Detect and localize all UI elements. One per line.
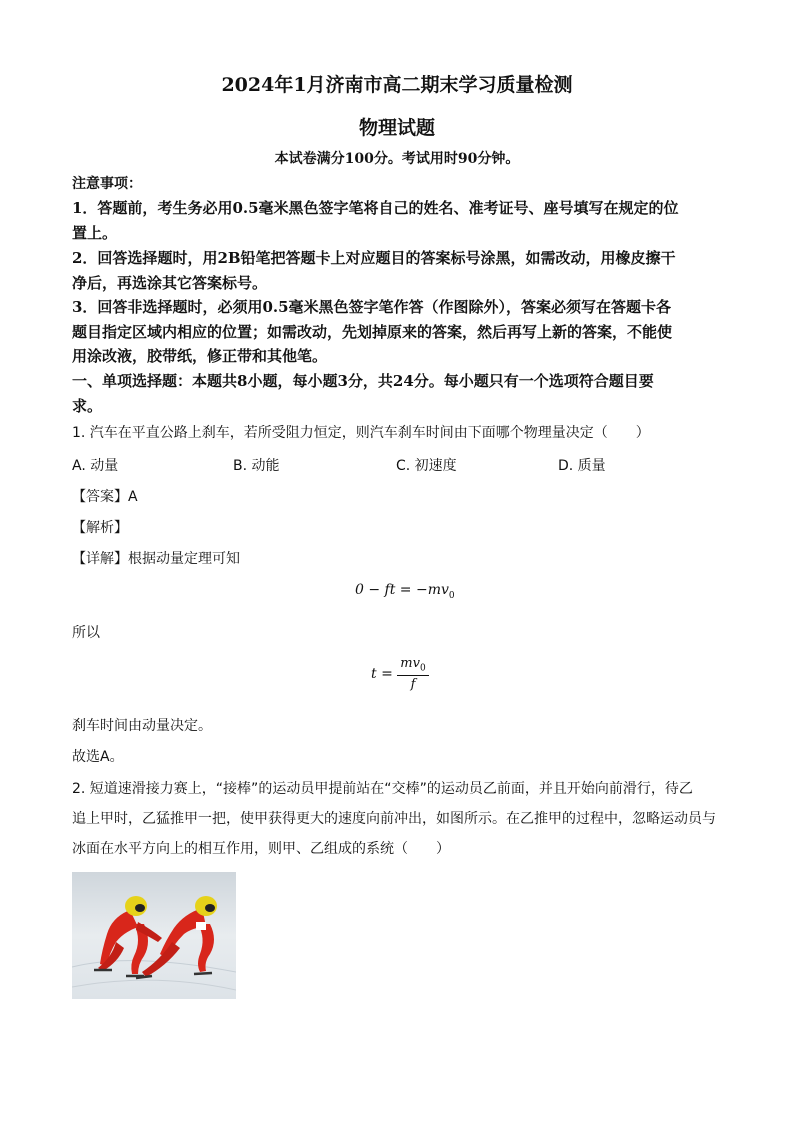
fraction-denominator: f (410, 676, 416, 692)
note-3-line-2: 题目指定区域内相应的位置；如需改动，先划掉原来的答案，然后再写上新的答案，不能使 (72, 323, 673, 341)
equation-1-subscript: 0 (448, 590, 455, 601)
note-2-line-2: 净后，再选涂其它答案标号。 (72, 274, 268, 292)
detail-label: 【详解】 (72, 551, 128, 567)
notes-heading: 注意事项： (72, 176, 142, 192)
subject-title: 物理试题 (358, 117, 435, 139)
score-info: 本试卷满分100分。考试用时90分钟。 (274, 151, 520, 167)
note-2-line-1: 2．回答选择题时，用2B铅笔把答题卡上对应题目的答案标号涂黑，如需改动，用橡皮擦干 (72, 249, 676, 267)
equation-1-body: 0 − ft = −mv (355, 582, 449, 598)
question-1-stem: 1. 汽车在平直公路上刹车，若所受阻力恒定，则汽车刹车时间由下面哪个物理量决定（ ） (72, 425, 650, 441)
speed-skating-photo (72, 872, 236, 999)
answer-value: A (128, 489, 138, 505)
question-1-analysis-label: 【解析】 (72, 520, 128, 536)
exam-title: 2024年1月济南市高二期末学习质量检测 (221, 74, 573, 96)
so-text: 所以 (72, 625, 100, 641)
conclusion-text: 刹车时间由动量决定。 (72, 718, 212, 734)
note-1-line-1: 1．答题前，考生务必用0.5毫米黑色签字笔将自己的姓名、准考证号、座号填写在规定的位 (72, 199, 679, 217)
note-3-line-1: 3．回答非选择题时，必须用0.5毫米黑色签字笔作答（作图除外），答案必须写在答题卡各 (72, 298, 672, 316)
equation-time-fraction (371, 656, 429, 692)
fraction-numerator (397, 656, 428, 676)
question-1-detail (72, 548, 240, 568)
equation-2-lhs: t = (371, 665, 398, 682)
section-1-heading-line-2: 求。 (72, 397, 103, 415)
fraction (397, 656, 428, 692)
question-2-line-2: 追上甲时，乙猛推甲一把，使甲获得更大的速度向前冲出，如图所示。在乙推甲的过程中，忽略运动员与 (72, 811, 716, 827)
note-3-line-3: 用涂改液，胶带纸，修正带和其他笔。 (72, 347, 328, 365)
answer-label: 【答案】 (72, 489, 128, 505)
note-1-line-2: 置上。 (72, 224, 118, 242)
question-1-answer (72, 486, 138, 506)
question-2-line-3: 冰面在水平方向上的相互作用，则甲、乙组成的系统（ ） (72, 841, 450, 857)
numerator-body: mv (400, 656, 420, 671)
section-1-heading-line-1: 一、单项选择题：本题共8小题，每小题3分，共24分。每小题只有一个选项符合题目要 (72, 372, 654, 390)
equation-momentum-theorem (355, 582, 455, 601)
question-2-line-1: 2. 短道速滑接力赛上，“接棒”的运动员甲提前站在“交棒”的运动员乙前面，并且开始向前滑行，待乙 (72, 781, 693, 797)
choice-text: 故选A。 (72, 749, 124, 765)
detail-text: 根据动量定理可知 (128, 551, 240, 567)
skaters-illustration (72, 872, 236, 999)
question-1-option-b: B. 动能 (233, 458, 280, 474)
question-1-option-a: A. 动量 (72, 458, 119, 474)
numerator-subscript: 0 (419, 663, 426, 674)
question-1-option-d: D. 质量 (558, 458, 606, 474)
question-1-option-c: C. 初速度 (396, 458, 457, 474)
